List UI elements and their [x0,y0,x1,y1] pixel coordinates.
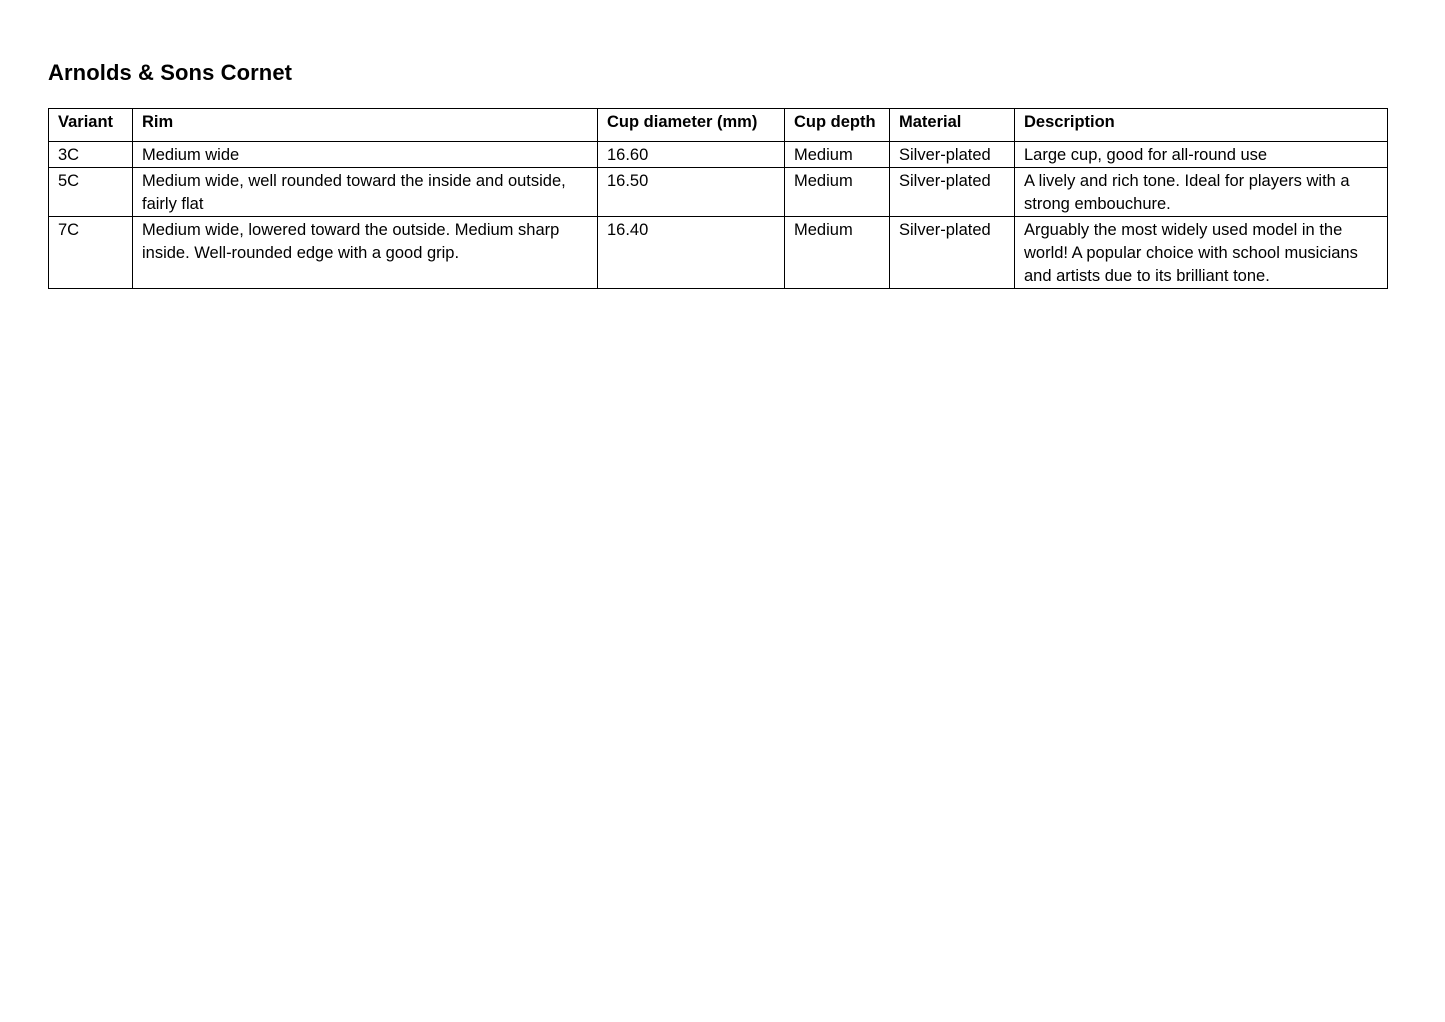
cell-cup-depth: Medium [785,142,890,168]
table-row [49,168,1388,217]
cell-material: Silver-plated [890,168,1015,217]
cell-variant: 5C [49,168,133,217]
cell-variant: 3C [49,142,133,168]
header-cup-depth: Cup depth [785,109,890,142]
cell-rim: Medium wide, well rounded toward the inside and outside, fairly flat [133,168,598,217]
header-rim: Rim [133,109,598,142]
cell-cup-depth: Medium [785,168,890,217]
cell-rim: Medium wide, lowered toward the outside. Medium sharp inside. Well-rounded edge with a good grip. [133,217,598,289]
table-row [49,142,1388,168]
cell-rim: Medium wide [133,142,598,168]
cell-cup-depth: Medium [785,217,890,289]
cell-cup-diameter: 16.60 [598,142,785,168]
cell-description: Arguably the most widely used model in the world! A popular choice with school musicians and artists due to its brilliant tone. [1015,217,1388,289]
header-description: Description [1015,109,1388,142]
document-title: Arnolds & Sons Cornet [48,60,293,85]
cell-variant: 7C [49,217,133,289]
cell-cup-diameter: 16.40 [598,217,785,289]
header-material: Material [890,109,1015,142]
cornet-spec-table [48,108,1388,289]
cell-cup-diameter: 16.50 [598,168,785,217]
table-row [49,217,1388,289]
header-cup-diameter: Cup diameter (mm) [598,109,785,142]
table-header-row [49,109,1388,142]
header-variant: Variant [49,109,133,142]
cell-description: A lively and rich tone. Ideal for players with a strong embouchure. [1015,168,1388,217]
cell-material: Silver-plated [890,142,1015,168]
cell-material: Silver-plated [890,217,1015,289]
cell-description: Large cup, good for all-round use [1015,142,1388,168]
